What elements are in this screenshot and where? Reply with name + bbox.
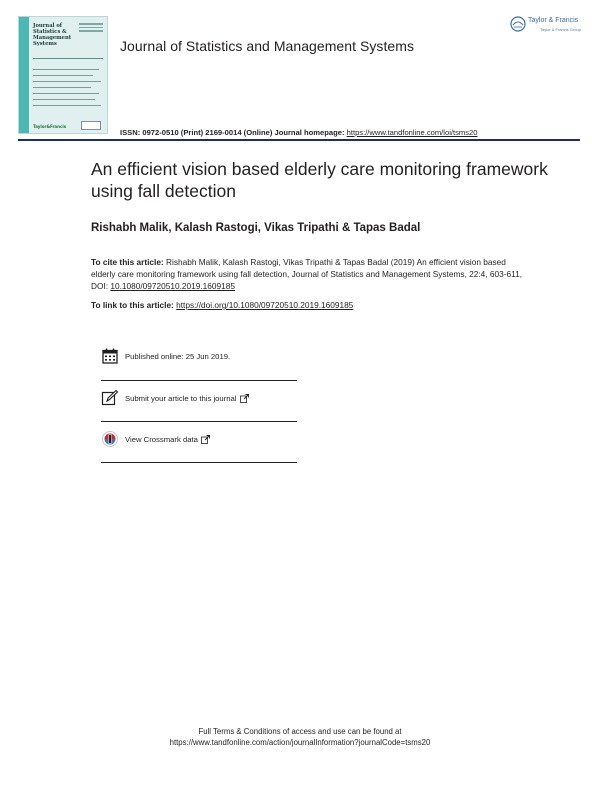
crossmark-link[interactable]: View Crossmark data	[125, 434, 198, 444]
article-link-row	[91, 300, 353, 310]
calendar-icon	[101, 347, 119, 365]
citation-label: To cite this article:	[91, 257, 166, 267]
journal-homepage-link[interactable]: https://www.tandfonline.com/loi/tsms20	[346, 128, 478, 137]
crossmark-row[interactable]	[101, 425, 297, 453]
publisher-logo-icon	[510, 16, 526, 32]
cover-accent-strip	[19, 17, 29, 133]
cover-secondary-logo	[81, 121, 101, 130]
external-link-icon	[201, 435, 210, 444]
cover-title: Journal of Statistics & Management Systems	[33, 23, 72, 47]
divider	[101, 380, 297, 381]
publisher-tagline: Taylor & Francis Group	[540, 27, 581, 32]
footer-terms-link[interactable]: https://www.tandfonline.com/action/journalInformation?journalCode=tsms20	[169, 738, 431, 747]
article-title: An efficient vision based elderly care monitoring framework using fall detection	[91, 159, 548, 201]
edit-icon	[101, 389, 119, 407]
divider	[101, 462, 297, 463]
crossmark-icon	[101, 430, 119, 448]
article-doi-link[interactable]: https://doi.org/10.1080/09720510.2019.1609185	[176, 300, 354, 310]
publisher-name: Taylor & Francis	[528, 17, 579, 24]
cover-meta	[79, 23, 103, 34]
divider	[101, 421, 297, 422]
submit-article-link[interactable]: Submit your article to this journal	[125, 393, 237, 403]
journal-title: Journal of Statistics and Management Systems	[120, 38, 415, 54]
published-online-text: Published online: 25 Jun 2019.	[125, 351, 231, 361]
external-link-icon	[240, 394, 249, 403]
issn-line: ISSN: 0972-0510 (Print) 2169-0014 (Online) Journal homepage: https://www.tandfonline.com/loi/tsms20	[120, 128, 478, 137]
header-rule	[18, 139, 580, 141]
submit-article-row[interactable]	[101, 384, 297, 412]
journal-cover-thumbnail	[18, 16, 108, 134]
citation-text: Rishabh Malik, Kalash Rastogi, Vikas Tripathi & Tapas Badal (2019) An efficient vision based elderly care monitoring framework using fall detection, Journal of Statistics and Management Systems, 22:4, 603-611, DOI:	[91, 257, 523, 291]
cover-publisher-logo: Taylor&Francis	[33, 124, 67, 129]
footer	[0, 726, 600, 748]
link-label: To link to this article:	[91, 300, 177, 310]
taylor-francis-logo[interactable]	[510, 14, 588, 36]
citation-block	[91, 256, 531, 292]
article-authors: Rishabh Malik, Kalash Rastogi, Vikas Tripathi & Tapas Badal	[91, 222, 421, 234]
citation-doi-link[interactable]: 10.1080/09720510.2019.1609185	[110, 281, 235, 291]
published-online-row	[101, 342, 297, 370]
footer-terms-text: Full Terms & Conditions of access and use can be found at	[198, 727, 402, 736]
